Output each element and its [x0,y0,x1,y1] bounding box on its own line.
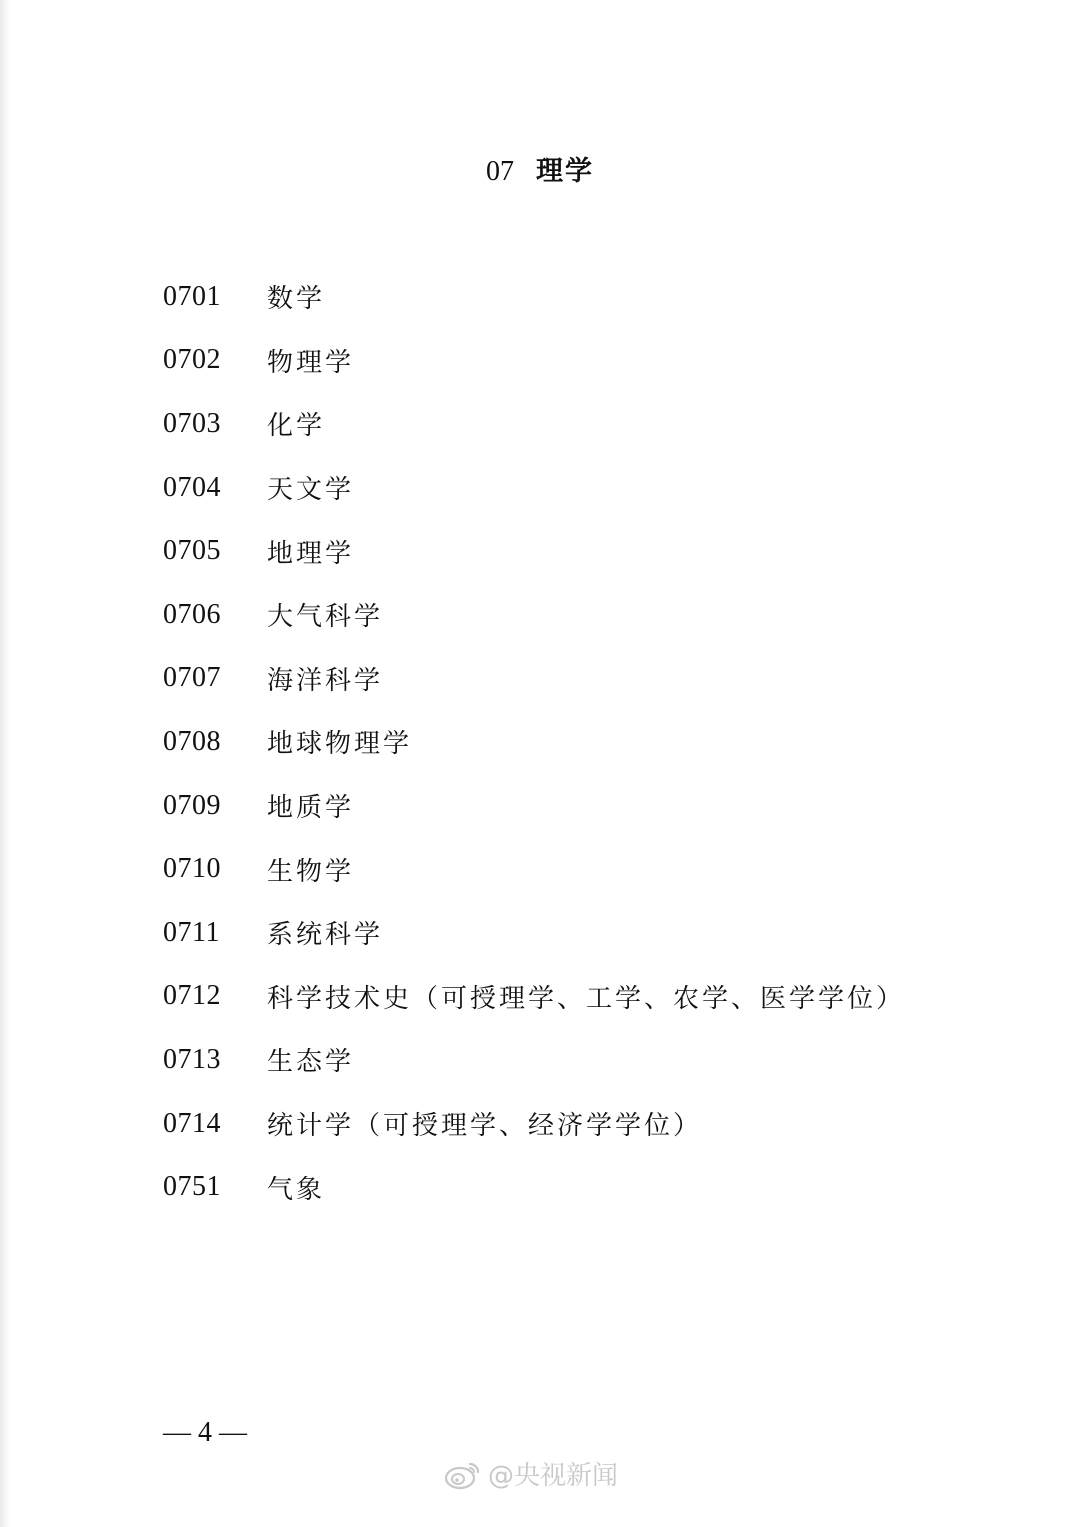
section-heading [0,150,1080,194]
discipline-name: 地质学 [267,793,355,824]
list-item [163,1092,1043,1156]
discipline-list [163,265,1043,1219]
list-item [163,837,1043,901]
discipline-name: 科学技术史（可授理学、工学、农学、医学学位） [267,983,906,1014]
discipline-code: 0704 [163,471,221,503]
list-item [163,774,1043,838]
weibo-icon [444,1458,482,1490]
list-item [163,965,1043,1029]
section-title: 理学 [536,156,594,187]
list-item [163,710,1043,774]
discipline-code: 0701 [163,280,221,312]
discipline-code: 0702 [163,344,221,376]
list-item [163,1155,1043,1219]
watermark-text: @央视新闻 [488,1461,619,1491]
discipline-code: 0712 [163,980,221,1012]
discipline-code: 0703 [163,407,221,439]
list-item [163,1028,1043,1092]
discipline-code: 0706 [163,598,221,630]
discipline-code: 0707 [163,662,221,694]
discipline-code: 0709 [163,789,221,821]
list-item [163,329,1043,393]
discipline-name: 大气科学 [267,602,384,633]
section-code: 07 [486,156,514,187]
list-item [163,456,1043,520]
discipline-name: 地球物理学 [267,729,413,760]
watermark [444,1455,618,1492]
list-item [163,519,1043,583]
discipline-code: 0751 [163,1171,221,1203]
discipline-code: 0710 [163,853,221,885]
discipline-name: 海洋科学 [267,665,384,696]
discipline-name: 物理学 [267,347,355,378]
discipline-code: 0714 [163,1107,221,1139]
list-item [163,392,1043,456]
list-item [163,901,1043,965]
page-left-edge-shadow [0,0,10,1527]
list-item [163,583,1043,647]
discipline-name: 生态学 [267,1047,355,1078]
discipline-name: 地理学 [267,538,355,569]
discipline-name: 气象 [267,1174,326,1205]
discipline-name: 数学 [267,284,326,315]
discipline-name: 天文学 [267,475,355,506]
discipline-code: 0705 [163,535,221,567]
discipline-name: 化学 [267,411,326,442]
discipline-name: 统计学（可授理学、经济学学位） [267,1111,703,1142]
discipline-code: 0708 [163,725,221,757]
discipline-code: 0713 [163,1043,221,1075]
discipline-name: 生物学 [267,856,355,887]
discipline-code: 0711 [163,916,220,948]
list-item [163,265,1043,329]
discipline-name: 系统科学 [267,920,384,951]
list-item [163,647,1043,711]
page-number: — 4 — [163,1417,247,1448]
